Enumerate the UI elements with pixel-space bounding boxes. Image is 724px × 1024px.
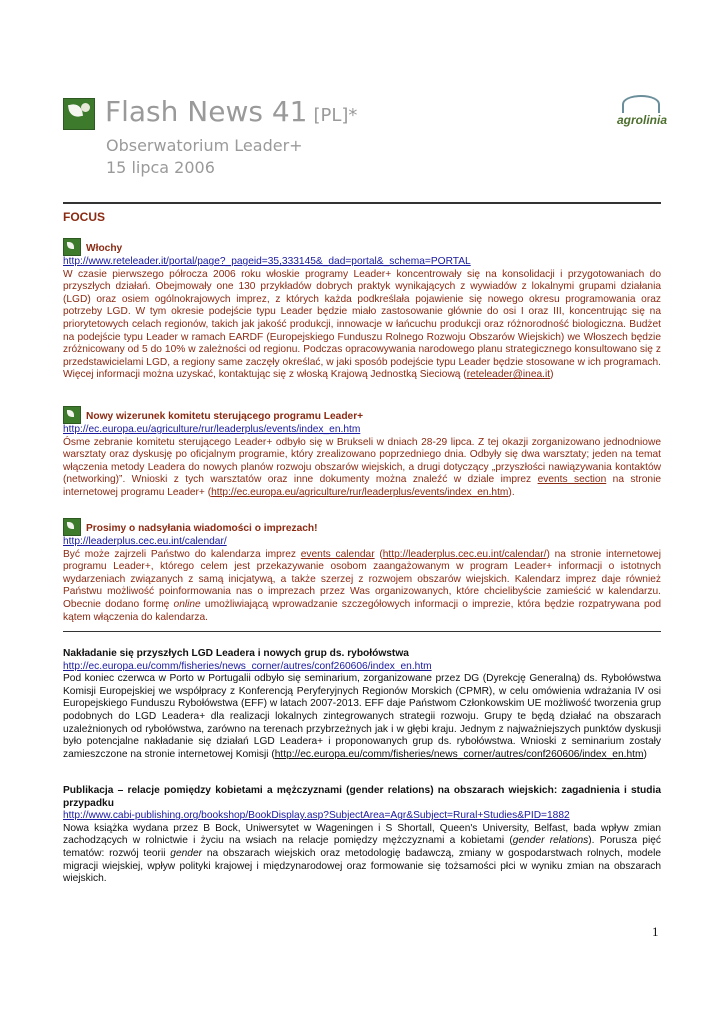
body-text-c: na obszarach wiejskich oraz metodologię badawczą, zmiany w gospodarstwach rolnych, modele migracji wiejskiej, wpływ polityki krajowej i międzynarodowej oraz formowanie się tożsamości płci w wyniku zmian na obszarach wiejskich. bbox=[63, 847, 661, 885]
item-publication-gender bbox=[63, 785, 661, 886]
body-text: Pod koniec czerwca w Porto w Portugalii odbyło się seminarium, zorganizowane przez DG (Dyrekcję Generalną) ds. Rybołówstwa Komisji Europejskiej we współpracy z Konferencją Peryferyjnych Regionów Morskich (CPMR), w celu omówienia wdrażania IV osi Europejskiego Funduszu Rybołówstwa (EFF) w latach 2007-2013. EFF daje Państwom Członkowskim UE możliwość tworzenia grup podobnych do LGD Leadera+ dla realizacji lokalnych zintegrowanych strategii rozwoju. Grupy te będą działać na obszarach uzależnionych od rybołówstwa, zarówno na terenach przybrzeżnych jak i w głębi kraju. Jednym z najważniejszych punktów dyskusji było potencjalne nakładanie się działań LGD Leadera+ i proponowanych grup ds. rybołówstwa. Wnioski z seminarium zostały zamieszczone na stronie internetowej Komisji ( bbox=[63, 673, 661, 760]
item-url-link[interactable]: http://leaderplus.cec.eu.int/calendar/ bbox=[63, 536, 227, 547]
item-url-link[interactable]: http://ec.europa.eu/comm/fisheries/news_corner/autres/conf260606/index_en.htm bbox=[63, 660, 432, 672]
body-text: Ósme zebranie komitetu sterującego Leader+ odbyło się w Brukseli w dniach 28-29 lipca. Z tej okazji zorganizowano jednodniowe warsztaty oraz dyskusję po oficjalnym programie, który zrealizowano poprzedniego dnia. Odbyły się dwa warsztaty; jeden na temat włączenia metody Leadera do nowych planów rozwoju obszarów wiejskich, a drugi dotyczący „przyszłości nawiązywania kontaktów (networking)”. Wnioski z tych warsztatów oraz inne dokumenty można znaleźć w dziale imprez bbox=[63, 436, 661, 486]
events-section-link[interactable]: events section bbox=[537, 474, 607, 486]
focus-divider bbox=[63, 631, 661, 632]
item-title: Nakładanie się przyszłych LGD Leadera i nowych grup ds. rybołówstwa bbox=[63, 648, 409, 659]
focus-item-italy bbox=[63, 238, 661, 382]
logo-swoosh bbox=[622, 95, 660, 113]
body-text-end: ) bbox=[643, 748, 647, 760]
item-heading bbox=[63, 785, 661, 810]
item-body bbox=[63, 269, 661, 382]
italic-gender-relations: gender relations bbox=[512, 835, 589, 847]
italic-gender: gender bbox=[170, 847, 203, 859]
item-heading bbox=[63, 518, 661, 536]
body-text-end: ) bbox=[550, 369, 554, 381]
leader-leaf-icon bbox=[63, 518, 81, 536]
item-fisheries bbox=[63, 648, 661, 761]
item-body bbox=[63, 437, 661, 500]
item-body bbox=[63, 673, 661, 761]
body-text-end: ). bbox=[508, 486, 515, 498]
leader-leaf-icon bbox=[63, 406, 81, 424]
item-url-link[interactable]: http://ec.europa.eu/agriculture/rur/leaderplus/events/index_en.htm bbox=[63, 424, 361, 435]
events-calendar-link[interactable]: events calendar bbox=[300, 548, 375, 560]
logo-text: agrolinia bbox=[617, 113, 668, 127]
body-text-c: ) na stronie internetowej programu Leader+, którego celem jest przekazywanie osobom zaangażowanym w program Leader+ informacji o istotnych wydarzeniach związanych z samą inicjatywą, a także szerzej z rozwojem obszarów wiejskich. Kalendarz imprez daje również Państwu możliwość poinformowania nas o imprezach przez Was organizowanych, które chcielibyście zamieścić w kalendarzu. Obecnie dodano formę bbox=[63, 548, 661, 610]
body-text: W czasie pierwszego półrocza 2006 roku włoskie programy Leader+ koncentrowały się na konsolidacji i przygotowaniach do przyszłych działań. Obejmowały one 130 przykładów dobrych praktyk wynikających z wywiadów z lokalnymi grupami działania (LGD) oraz osiem ogólnokrajowych imprez, z których każda podkreślała pojawienie się nowego okresu programowania oraz potrzeby LGD. W tym okresie podejście typu Leader będzie miało zastosowanie głównie do osi I oraz III, koncentrując się na priorytetowych celach regionów, takich jak jakość produkcji, innowacje w łańcuchu produkcji oraz różnorodność biologiczna. Budżet na podejście typu Leader w ramach EARDF (Europejskiego Funduszu Rolnego Rozwoju Obszarów Wiejskich) we Włoszech będzie zróżnicowany od 5 do 10% w zależności od regionu. Podczas opracowywania narodowego planu strategicznego konsultowano się z przedstawicielami LGD, a regiony same zaczęły określać, w jaki sposób podejście typu Leader będzie stosowane w ich programach. Więcej informacji można uzyskać, kontaktując się z włoską Krajową Jednostką Sieciową ( bbox=[63, 268, 661, 381]
item-title: Nowy wizerunek komitetu sterującego programu Leader+ bbox=[86, 411, 364, 423]
item-url-link[interactable]: http://www.cabi-publishing.org/bookshop/BookDisplay.asp?SubjectArea=Agr&Subject=Rural+Studies&PID=1882 bbox=[63, 810, 570, 822]
body-text-b: ( bbox=[374, 548, 383, 560]
subtitle: Obserwatorium Leader+ bbox=[106, 136, 303, 155]
page-number: 1 bbox=[652, 924, 659, 939]
focus-heading: FOCUS bbox=[63, 210, 105, 224]
header-divider bbox=[63, 202, 661, 204]
page-title: Flash News 41 bbox=[105, 95, 308, 128]
item-title: Prosimy o nadsyłania wiadomości o imprezach! bbox=[86, 523, 318, 535]
email-link[interactable]: reteleader@inea.it bbox=[466, 369, 551, 381]
body-text-d: umożliwiającą wprowadzanie szczegółowych informacji o imprezie, która będzie rozpatrywana pod kątem włączenia do kalendarza. bbox=[63, 598, 661, 623]
focus-item-steering-committee bbox=[63, 406, 661, 500]
item-heading bbox=[63, 648, 661, 661]
item-heading bbox=[63, 406, 661, 424]
item-title: Włochy bbox=[86, 243, 123, 255]
body-text: Nowa książka wydana przez B Bock, Uniwersytet w Wageningen i S Shortall, Queen's University, Belfast, bada wpływ zmian zachodzących w rolnictwie i życiu na wsiach na relacje pomiędzy mężczyznami a kobietami ( bbox=[63, 822, 661, 847]
title-suffix: [PL]* bbox=[313, 105, 358, 126]
body-text-b: ). Porusza pięć tematów: rozwój teorii bbox=[63, 835, 661, 859]
body-text: Być może zajrzeli Państwo do kalendarza imprez bbox=[63, 548, 301, 560]
item-url-link[interactable]: http://www.reteleader.it/portal/page?_pageid=35,333145&_dad=portal&_schema=PORTAL bbox=[63, 256, 471, 267]
body-text-mid: na stronie internetowej programu Leader+ ( bbox=[63, 474, 661, 498]
leader-leaf-icon bbox=[63, 238, 81, 256]
item-title: Publikacja – relacje pomiędzy kobietami a mężczyznami (gender relations) na obszarach wiejskich: zagadnienia i studia przypadku bbox=[63, 785, 661, 809]
agrolinia-logo-icon bbox=[614, 95, 668, 131]
fisheries-url-link[interactable]: http://ec.europa.eu/comm/fisheries/news_corner/autres/conf260606/index_en.htm bbox=[274, 748, 644, 760]
title-line bbox=[105, 95, 357, 128]
item-body bbox=[63, 823, 661, 886]
header bbox=[63, 95, 663, 185]
italic-online: online bbox=[173, 598, 201, 610]
focus-item-events-calendar bbox=[63, 518, 661, 624]
item-body bbox=[63, 549, 661, 625]
leader-logo-icon bbox=[63, 98, 95, 130]
calendar-url-link[interactable]: http://leaderplus.cec.eu.int/calendar/ bbox=[382, 548, 547, 560]
issue-date: 15 lipca 2006 bbox=[106, 158, 215, 177]
item-heading bbox=[63, 238, 661, 256]
events-url-link[interactable]: http://ec.europa.eu/agriculture/rur/leaderplus/events/index_en.htm bbox=[211, 486, 509, 498]
